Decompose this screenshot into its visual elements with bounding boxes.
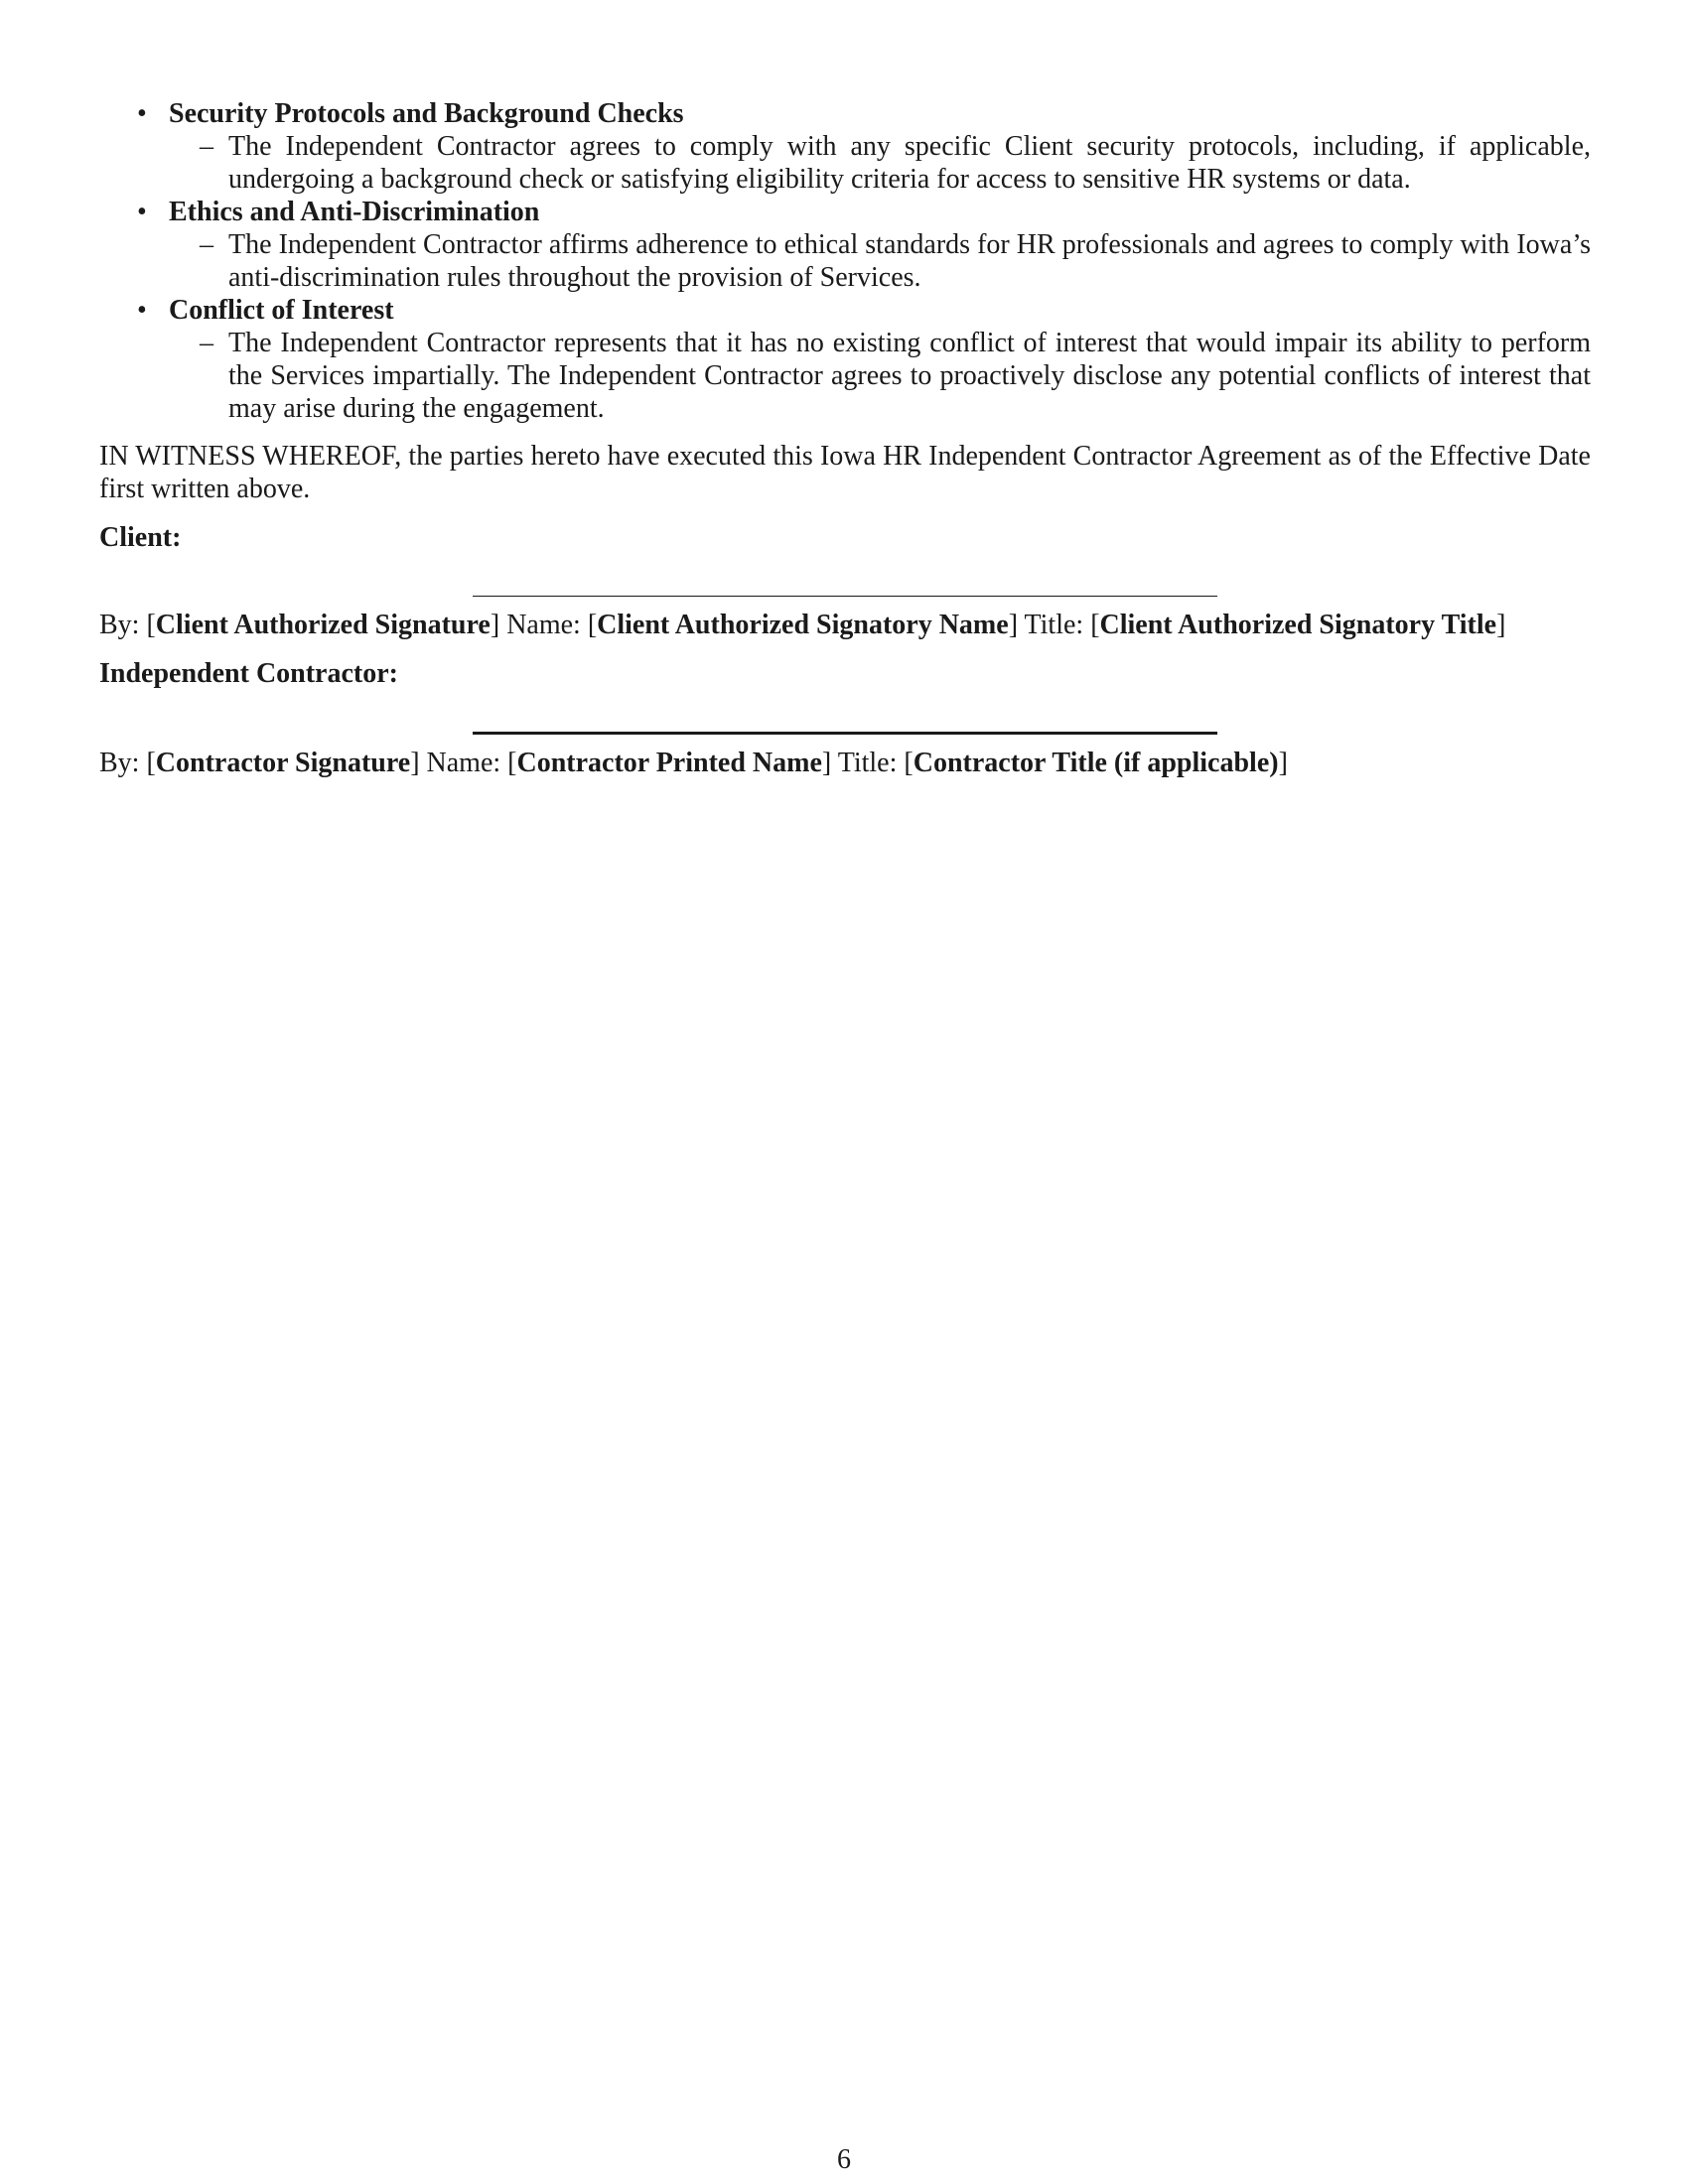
- section-heading: • Security Protocols and Background Checks: [169, 98, 684, 129]
- name-label: Name:: [426, 748, 501, 778]
- client-signature-line: [473, 596, 1217, 597]
- witness-paragraph: IN WITNESS WHEREOF, the parties hereto have executed this Iowa HR Independent Contractor Agreement as of the Effective Date first written above.: [99, 441, 1591, 504]
- document-page: [99, 97, 1591, 779]
- name-label: Name:: [506, 610, 581, 640]
- client-signature-block: By: [Client Authorized Signature] Name: [Client Authorized Signatory Name] Title: [Client Authorized Signatory Title]: [99, 610, 1506, 640]
- section-heading: • Ethics and Anti-Discrimination: [169, 197, 540, 227]
- contractor-name-placeholder: Contractor Printed Name: [516, 748, 822, 778]
- page-number: 6: [837, 2144, 851, 2175]
- title-label: Title:: [1024, 610, 1084, 640]
- client-name-placeholder: Client Authorized Signatory Name: [597, 610, 1009, 640]
- section-text: – The Independent Contractor represents that it has no existing conflict of interest that would impair its ability to perform the Services impartially. The Independent Contractor agrees to proactively disclose any potential conflicts of interest that may arise during the engagement.: [169, 327, 1591, 425]
- provisions-list: [99, 97, 1591, 425]
- title-label: Title:: [837, 748, 898, 778]
- section-heading: • Conflict of Interest: [169, 295, 394, 326]
- contractor-signature-line: [473, 732, 1217, 735]
- list-item-ethics: [99, 196, 1591, 294]
- client-party-label: Client:: [99, 522, 182, 553]
- client-signature-placeholder: Client Authorized Signature: [155, 610, 491, 640]
- contractor-signature-block: By: [Contractor Signature] Name: [Contractor Printed Name] Title: [Contractor Title (if applicable)]: [99, 748, 1288, 778]
- by-label: By:: [99, 610, 140, 640]
- client-title-placeholder: Client Authorized Signatory Title: [1099, 610, 1497, 640]
- list-item-conflict-of-interest: [99, 294, 1591, 425]
- contractor-title-placeholder: Contractor Title (if applicable): [913, 748, 1279, 778]
- contractor-signature-placeholder: Contractor Signature: [155, 748, 411, 778]
- section-text: – The Independent Contractor agrees to comply with any specific Client security protocols, including, if applicable, undergoing a background check or satisfying eligibility criteria for access to sensitive HR systems or data.: [169, 130, 1591, 196]
- contractor-party-label: Independent Contractor:: [99, 658, 398, 689]
- section-text: – The Independent Contractor affirms adherence to ethical standards for HR professionals and agrees to comply with Iowa’s anti-discrimination rules throughout the provision of Services.: [169, 228, 1591, 294]
- list-item-security-protocols: [99, 97, 1591, 196]
- by-label: By:: [99, 748, 140, 778]
